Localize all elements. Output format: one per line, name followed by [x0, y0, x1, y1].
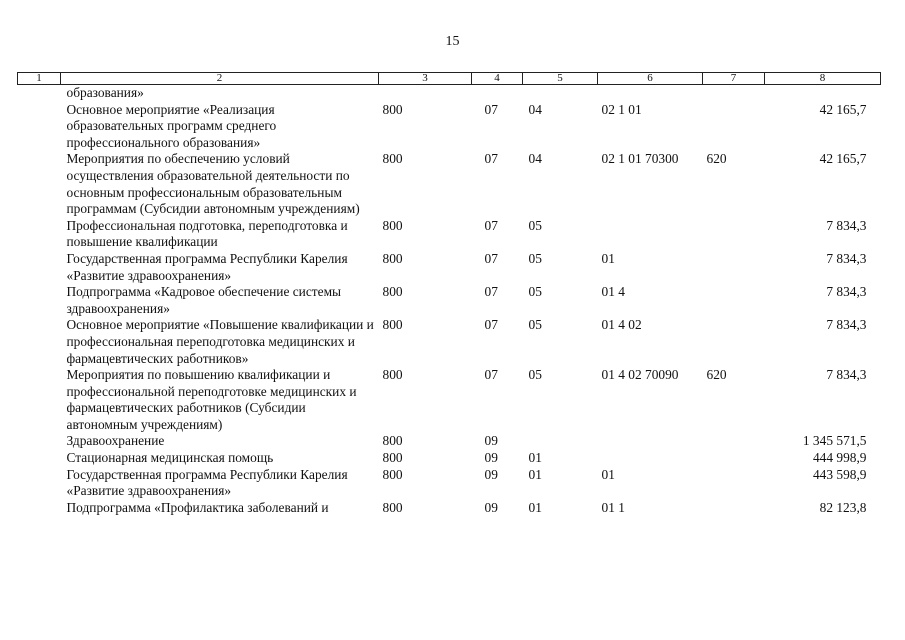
row-amount: 7 834,3	[826, 250, 867, 266]
table-row	[18, 317, 881, 367]
row-expense-type-code	[703, 218, 765, 251]
row-target-code: 02 1 01	[601, 101, 642, 117]
row-expense-type-code	[703, 85, 765, 102]
row-expense-type-code	[703, 450, 765, 467]
blank-cell	[18, 450, 61, 467]
row-subsection-code: 01	[528, 466, 542, 482]
row-section-code: 09	[484, 433, 498, 449]
row-name: Подпрограмма «Кадровое обеспечение системы здравоохранения»	[66, 284, 342, 316]
row-amount: 444 998,9	[812, 450, 867, 466]
row-target-code: 01 4 02	[601, 317, 642, 333]
row-subsection-code: 05	[528, 217, 542, 233]
row-section-code: 09	[484, 466, 498, 482]
page-number: 15	[445, 34, 460, 49]
blank-cell	[18, 433, 61, 450]
row-gr-code: 800	[382, 217, 403, 233]
column-header: 6	[598, 73, 703, 85]
row-expense-type-code	[703, 317, 765, 367]
column-header: 2	[61, 73, 379, 85]
row-expense-type-code	[703, 467, 765, 500]
row-target-code: 01 1	[601, 499, 625, 515]
row-name: Подпрограмма «Профилактика заболеваний и	[66, 499, 329, 515]
row-amount: 82 123,8	[819, 499, 867, 515]
row-expense-type-code	[703, 251, 765, 284]
row-section-code	[472, 85, 523, 102]
row-amount: 42 165,7	[819, 101, 867, 117]
row-amount: 443 598,9	[812, 466, 867, 482]
table-row	[18, 500, 881, 517]
row-section-code: 09	[484, 499, 498, 515]
row-subsection-code: 04	[528, 151, 542, 167]
blank-cell	[18, 218, 61, 251]
row-name: Стационарная медицинская помощь	[66, 450, 274, 466]
row-target-code: 01	[601, 466, 615, 482]
table-row	[18, 284, 881, 317]
row-target-code: 02 1 01 70300	[601, 151, 679, 167]
row-gr-code: 800	[382, 450, 403, 466]
column-header: 5	[523, 73, 598, 85]
row-name: Основное мероприятие «Реализация образовательных программ среднего профессионального образования»	[66, 101, 277, 150]
blank-cell	[18, 500, 61, 517]
table-body	[18, 85, 881, 517]
row-name: Государственная программа Республики Карелия «Развитие здравоохранения»	[66, 250, 348, 283]
row-gr-code: 800	[382, 433, 403, 449]
row-amount: 42 165,7	[819, 151, 867, 167]
row-amount: 7 834,3	[826, 367, 867, 383]
table-row	[18, 85, 881, 102]
row-gr-code: 800	[382, 250, 403, 266]
row-subsection-code	[523, 85, 598, 102]
blank-cell	[18, 317, 61, 367]
blank-cell	[18, 151, 61, 217]
row-expense-type-code	[703, 284, 765, 317]
row-gr-code: 800	[382, 151, 403, 167]
row-amount	[765, 85, 881, 102]
row-subsection-code: 01	[528, 450, 542, 466]
row-subsection-code: 05	[528, 284, 542, 300]
blank-cell	[18, 85, 61, 102]
row-section-code: 07	[484, 367, 498, 383]
row-name: Основное мероприятие «Повышение квалификации и профессиональная переподготовка медицинских и фармацевтических работников»	[66, 317, 374, 366]
row-target-code: 01 4 02 70090	[601, 367, 679, 383]
column-header: 7	[703, 73, 765, 85]
column-header: 3	[379, 73, 472, 85]
row-amount: 7 834,3	[826, 217, 867, 233]
table-row	[18, 367, 881, 433]
row-gr-code: 800	[382, 284, 403, 300]
row-amount: 7 834,3	[826, 317, 867, 333]
row-gr-code	[379, 85, 472, 102]
row-amount: 1 345 571,5	[802, 433, 867, 449]
table-row	[18, 102, 881, 152]
row-expense-type-code	[703, 433, 765, 450]
table-row	[18, 467, 881, 500]
blank-cell	[18, 102, 61, 152]
table-row	[18, 450, 881, 467]
row-name: Мероприятия по обеспечению условий осуществления образовательной деятельности по основным профессиональным образовательным программам (Субсидии автономным учреждениям)	[66, 151, 360, 217]
row-section-code: 09	[484, 450, 498, 466]
row-target-code	[598, 433, 703, 450]
budget-table	[17, 72, 881, 516]
table-row	[18, 251, 881, 284]
row-section-code: 07	[484, 151, 498, 167]
table-header-row	[18, 73, 881, 85]
row-name: Государственная программа Республики Карелия «Развитие здравоохранения»	[66, 466, 348, 499]
row-section-code: 07	[484, 250, 498, 266]
table-row	[18, 151, 881, 217]
row-target-code	[598, 85, 703, 102]
table-row	[18, 433, 881, 450]
row-expense-type-code	[703, 500, 765, 517]
row-gr-code: 800	[382, 367, 403, 383]
blank-cell	[18, 467, 61, 500]
row-subsection-code: 04	[528, 101, 542, 117]
row-section-code: 07	[484, 101, 498, 117]
row-section-code: 07	[484, 284, 498, 300]
row-name: Мероприятия по повышению квалификации и профессиональной переподготовке медицинских и фармацевтических работников (Субсидии автономным учреждениям)	[66, 367, 357, 432]
row-subsection-code: 01	[528, 499, 542, 515]
row-name: образования»	[66, 85, 144, 100]
column-header: 4	[472, 73, 523, 85]
row-expense-type-code: 620	[706, 367, 727, 383]
row-gr-code: 800	[382, 317, 403, 333]
row-target-code: 01	[601, 250, 615, 266]
row-section-code: 07	[484, 217, 498, 233]
row-gr-code: 800	[382, 101, 403, 117]
row-expense-type-code	[703, 102, 765, 152]
row-subsection-code: 05	[528, 317, 542, 333]
row-target-code	[598, 218, 703, 251]
row-section-code: 07	[484, 317, 498, 333]
row-name: Профессиональная подготовка, переподготовка и повышение квалификации	[66, 217, 348, 250]
table-row	[18, 218, 881, 251]
row-target-code: 01 4	[601, 284, 625, 300]
row-expense-type-code: 620	[706, 151, 727, 167]
blank-cell	[18, 367, 61, 433]
row-gr-code: 800	[382, 466, 403, 482]
column-header: 8	[765, 73, 881, 85]
row-subsection-code	[523, 433, 598, 450]
row-subsection-code: 05	[528, 367, 542, 383]
blank-cell	[18, 251, 61, 284]
row-name: Здравоохранение	[66, 433, 165, 449]
row-subsection-code: 05	[528, 250, 542, 266]
row-target-code	[598, 450, 703, 467]
column-header: 1	[18, 73, 61, 85]
blank-cell	[18, 284, 61, 317]
row-amount: 7 834,3	[826, 284, 867, 300]
row-gr-code: 800	[382, 499, 403, 515]
